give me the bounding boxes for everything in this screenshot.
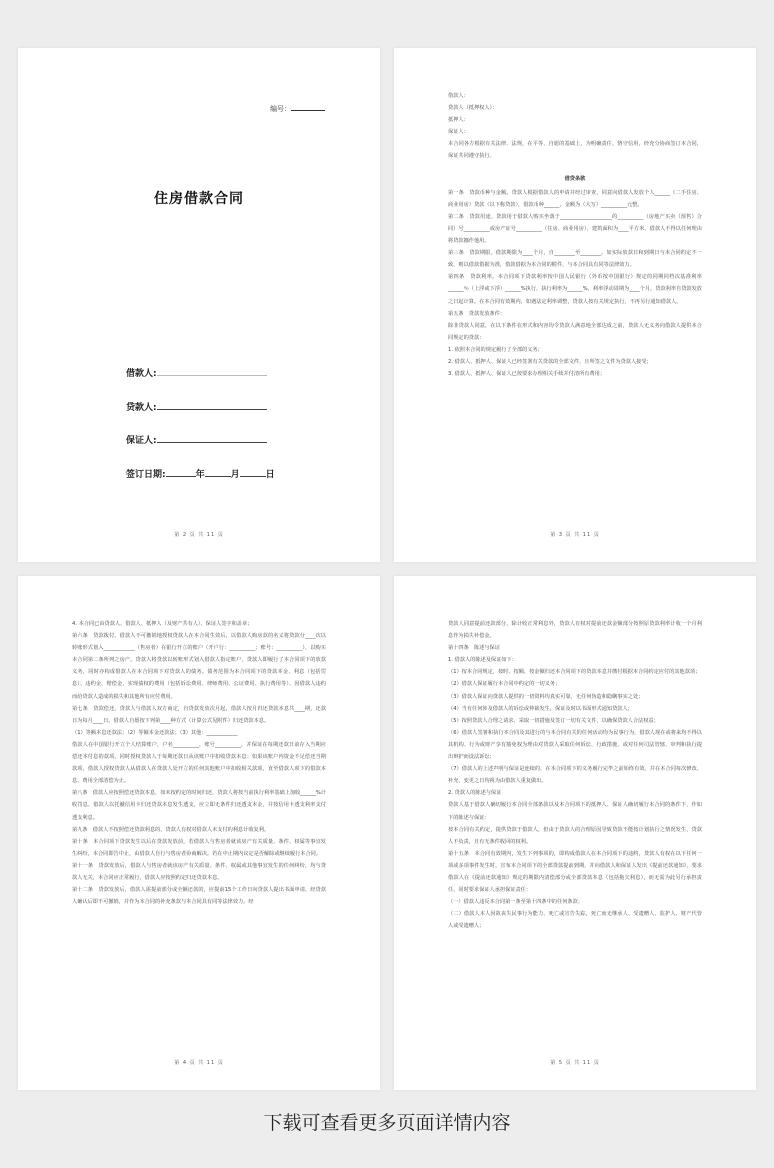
clause: 4. 本合同已由贷款人、借款人、抵押人（及财产共有人）、保证人签字和盖章； [72,621,253,627]
clause: 贷款人基于借款人确切履行本合同全部条款以及本合同项下的抵押人、保证人确切履行本合同的条件下，作如下的陈述与保证： [448,802,702,821]
guarantor-field [126,433,267,446]
clause: （6）借款人签署和执行本合同及其进行的与本合同有关的任何活动均为民事行为，借款人现在或将来均不得以其机构、行为或财产享有豁免权为理由对贷款人采取任何诉讼、行政措施，或对任何司法管辖、审判和执行提出辩护而设法诉讼； [448,729,702,761]
cover-page [18,48,380,562]
clause: 第一条 贷款币种与金额。贷款人根据借款人的申请并经过审查，同意向借款人发放个人______（二手住房、商业用房）贷款（以下称贷款），借款币种______，金额为（大写）__________元整。 [448,189,702,208]
clause: 第十五条 本合同有效期内，发生下列事项的，即构成借款人在本合同项下的违约，贷款人有权在以下任何一项或多项事件发生时，宣布本合同项下的全部贷款提前到期，并向借款人和保证人发出《提前还款通知》，要求借款人在《提前还款通知》规定的期限内清偿部分或全部贷款本息（包括拖欠利息），而无需为此另行承担责任，同时要求保证人承担保证责任： [448,850,702,894]
clause: （2）借款人保证履行本合同中约定的一切义务； [448,681,561,688]
year-line [166,467,196,477]
lender-label: 贷款人: [126,403,157,413]
clause: （1）等额本息还款法；（2）等额本金还款法；（3）其他：____________ [72,729,238,736]
clause: 第四条 贷款利率。本合同项下贷款利率按中国人民银行（外币按中国银行）规定的同期同档次基准利率______％（上浮或下浮）______%执行，执行利率为______%，利率浮动周期为____个月。贷款利率自贷款发放之日起计算。在本合同有效期内，如遇法定利率调整，贷款人按有关规定执行，不再另行通知借款人。 [448,274,702,305]
clause: 2. 借款人、抵押人、保证人已经签署有关贷款的全部文件，且所签之文件为贷款人接受； [448,358,652,365]
page-terms [18,576,380,1090]
page-terms [394,576,756,1090]
party-line: 贷款人（抵押权人）： [448,105,498,112]
clause: （1）按本合同规定，按时、按额、按金额归还本合同项下的贷款本息并缴付根据本合同约定应付的其他款项； [448,669,701,676]
clause: 第十四条 陈述与保证 [448,645,500,652]
clause: （二）借款人本人因故丧失民事行为能力、死亡或宣告失踪，死亡而无继承人、受遗赠人、监护人、财产代管人或受遗赠人； [448,911,702,930]
borrower-field [126,366,267,379]
clause: 第十二条 贷款发放后，借款人需提前部分或全额还款的，应提前15个工作日向贷款人提出书面申请，经贷款人确认后即不可撤销，并作为本合同的补充条款与本合同具有同等法律效力。经 [72,887,326,906]
clause: 第九条 借款人不按照偿还贷款利息的，贷款人有权对借款人未支付的利息计收复利。 [72,826,270,833]
clause: 第十一条 贷款发放后，借款人与售房者就该房产有关质量、条件、权属或其他事宜发生的任何纠纷，均与贷款人无关，本合同应正常履行，借款人应按照约定归还贷款本息。 [72,862,326,881]
guarantor-line [157,433,267,443]
section-title: 借贷条款 [564,175,586,182]
clause: （4）当有任何涉及借款人的诉讼或仲裁发生，保证及时以书面形式通知贷款人； [448,705,633,712]
month-line [205,467,231,477]
lender-field [126,400,267,413]
party-line: 保证人： [448,129,469,136]
contract-number-line [291,103,325,111]
clause: 贷款人同意提前还款部分，除计收正常利息外，贷款人有权对提前还款金额部分按照原贷款利率计收一个月利息作为损失补偿金。 [448,621,702,640]
contract-number-label: 编号： [270,105,291,113]
clause: 第六条 贷款拨付。借款人不可撤销地授权贷款人在本合同生效后，以借款人购房款的名义将贷款分____次以转账形式划入____________（售房者）在银行开立的账户（开户行：__________；账号：__________），以购买本合同第二条所列之房产。贷款人将贷款以转账形式划入借款人指定账户，贷款人即履行了本合同项下的放款义务，同时亦构成借款人在本合同项下对贷款人的债务。债务范围为本合同项下的贷款本金、利息（包括罚息）、违约金、赔偿金、实现债权的费用（包括诉讼费用、律师费用、公证费用、执行费用等）、因借款人违约而给贷款人造成的损失和其他所有应付费用。 [72,633,326,700]
borrower-line [157,366,267,376]
day-line [240,467,266,477]
contract-title: 住房借款合同 [154,191,244,207]
clause: 第二条 贷款用途。贷款用于借款人购买坐落于____________________的__________（房地产买卖（预售）合同）号__________或房产证号__________（住房、商业用房），建筑面积为____平方米。借款人不得以任何理由将贷款挪作他用。 [448,213,702,245]
page-terms [394,48,756,562]
borrower-label: 借款人: [126,369,157,379]
clause: 第五条 贷款发放条件： [448,310,506,317]
clause: 2. 贷款人的陈述与保证 [448,790,502,797]
year-label: 年 [195,470,205,480]
clause: （5）按照贷款人合理之请求，采取一切措施及签订一切有关文件，以确保贷款人合法权益； [448,717,659,724]
clause: 第三条 贷款期限。借款期限为____个月，自________至________。如实际放款日和到期日与本合同约定不一致，则以借款借据为准，借款借据为本合同的附件，与本合同具有同等法律效力。 [448,250,702,269]
sign-date-field [126,467,275,480]
clause: （一）借款人违反本合同第一条至第十四条中的任何条款； [448,899,583,906]
sign-date-label: 签订日期: [126,470,166,480]
clause: 3. 借款人、抵押人、保证人已按要求办理相关手续并付清所有费用； [448,371,606,378]
clause: 1. 借款人的陈述及保证如下： [448,657,517,664]
clause: 第七条 贷款偿还。贷款人与借款人双方商定，自贷款发放次月起，借款人按月归还贷款本息共____期，还款日为每月____日。借款人自愿按下列第____种方式（计算公式见附件）归还贷款本息。 [72,705,326,724]
guarantor-label: 保证人: [126,436,157,446]
page-body [448,90,702,380]
clause: （7）借款人的上述声明与保证是连续的，在本合同项下的义务履行完毕之前始终有效，并在本合同每次修改、补充、变更之日均视为由借款人重复做出。 [448,766,702,785]
page-footer: 第 4 页 共 11 页 [174,1060,224,1066]
download-caption: 下载可查看更多页面详情内容 [263,1112,511,1134]
clause: 第十条 本合同项下贷款发生以后在贷款发放前，若借款人与售房者就该房产有关质量、条件、权属等事宜发生纠纷，本合同即告中止，由借款人自行与售房者协商解决。若在中止期内议定是否解除或继续履行本合同。 [72,838,326,857]
page-footer: 第 2 页 共 11 页 [174,532,224,538]
page-footer: 第 3 页 共 11 页 [550,532,600,538]
clause: 除非贷款人同意，在以下条件在形式和内容均令贷款人满意地全部达成之前，贷款人无义务向借款人提供本合同规定的贷款： [448,322,702,341]
clause: 按本合同有关约定，提供贷款于借款人，但由于贷款人的合理原因导致贷款不能按计划执行之情况发生，贷款人不负责，且有无条件收回的权利。 [448,826,702,845]
preamble: 本合同各方根据有关法律、法规，在平等、自愿的基础上，为明确责任、恪守信用，经充分协商签订本合同，保证共同遵守执行。 [448,141,702,160]
page-footer: 第 5 页 共 11 页 [550,1060,600,1066]
month-label: 月 [230,470,240,480]
clause: 借款人在中国银行开立个人结算账户，户名__________，账号__________，并保证在每期还款日前存入当期应偿还本付息的款项，同时授权贷款人于每期还款日从该账户中扣收贷款本息；如果该账户内资金不足偿还当期款项，借款人授权贷款人从借款人在贷款人处开立的任何其他账户中扣收相关款项，直至借款人项下的借款本息、费用全部清偿为止。 [72,741,326,785]
clause: （3）借款人保证向贷款人提供的一切资料均真实可靠，无任何伪造和隐瞒事实之处； [448,693,644,700]
page-body [448,618,702,932]
lender-line [157,400,267,410]
clause: 第八条 借款人应按照偿还贷款本息，如未按约定的时间归还，贷款人将按当前执行利率基础上加收______%计收罚息。借款人以托褫信用卡归还贷款本息发生透支，应立即无条件归还透支本金，并按信用卡透支利率支付透支利息。 [72,790,326,821]
party-line: 借款人： [448,93,469,99]
clause: 1. 依照本合同的规定履行了全部的义务； [448,346,543,353]
page-body [72,618,326,908]
party-line: 抵押人： [448,117,469,124]
day-label: 日 [265,470,275,480]
contract-number [270,103,325,114]
